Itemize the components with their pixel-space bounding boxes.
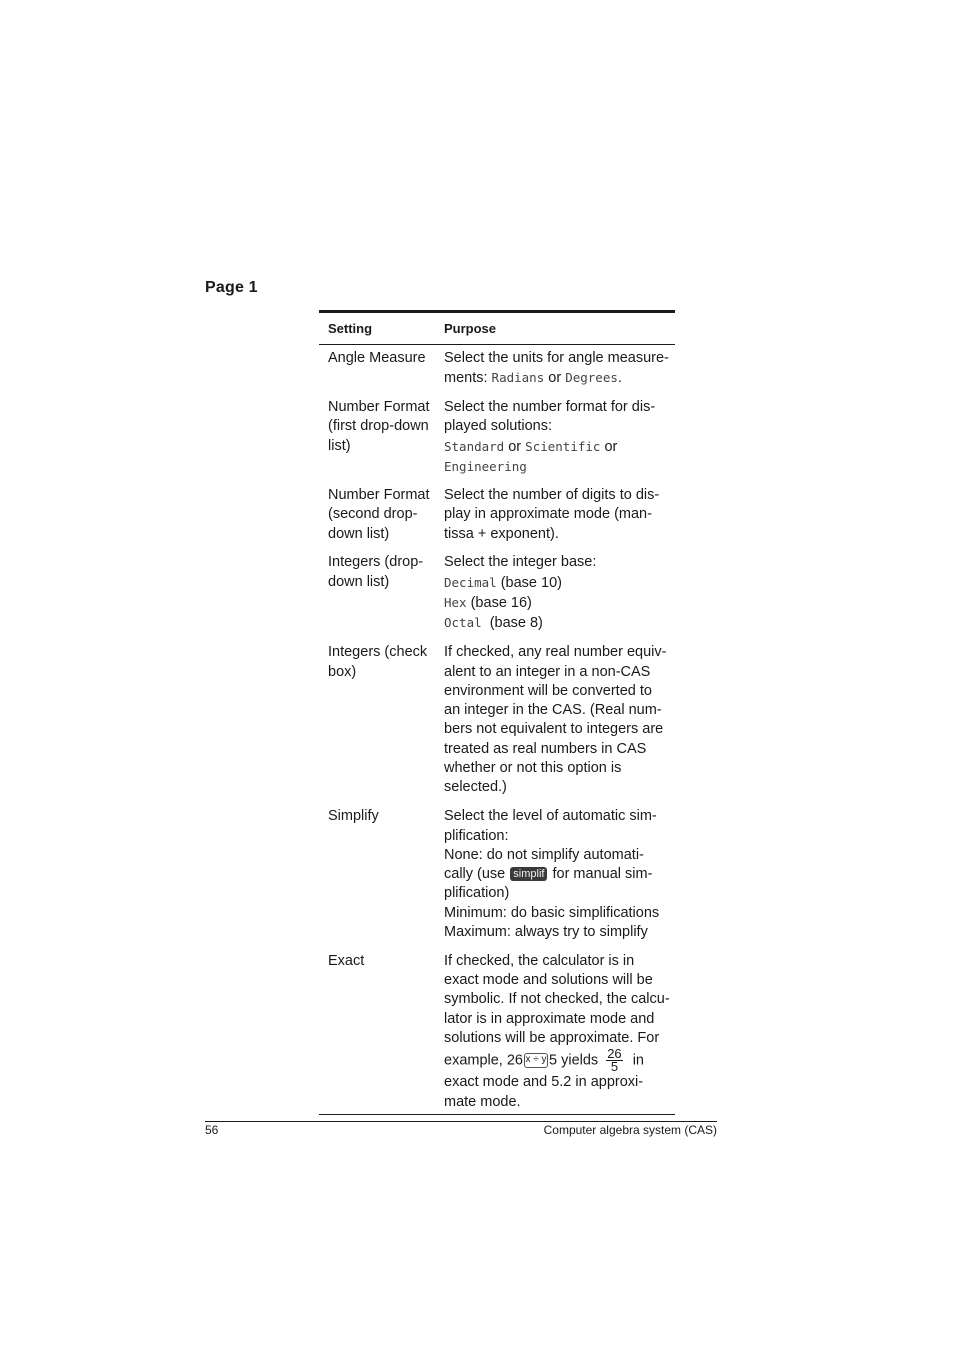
purpose-text: Standard or Scientific or bbox=[444, 438, 618, 455]
purpose-text: environment will be converted to bbox=[444, 682, 652, 699]
purpose-text: Select the level of automatic sim- bbox=[444, 808, 657, 825]
setting-cell bbox=[319, 553, 444, 633]
purpose-text: plification) bbox=[444, 885, 510, 902]
setting-cell bbox=[319, 643, 444, 797]
table-row bbox=[319, 807, 675, 942]
header-purpose: Purpose bbox=[444, 321, 497, 336]
setting-cell bbox=[319, 398, 444, 476]
chapter-title: Computer algebra system (CAS) bbox=[543, 1123, 717, 1137]
purpose-text: mate mode. bbox=[444, 1093, 521, 1110]
purpose-cell bbox=[444, 807, 675, 942]
purpose-cell bbox=[444, 349, 675, 389]
purpose-text: Octal (base 8) bbox=[444, 615, 543, 632]
setting-label: Simplify bbox=[328, 808, 379, 825]
simplif-key-icon: simplif bbox=[510, 867, 547, 881]
table-body bbox=[319, 345, 675, 1114]
purpose-text: Select the number of digits to dis- bbox=[444, 486, 660, 503]
purpose-text: plification: bbox=[444, 827, 509, 844]
purpose-text: If checked, any real number equiv- bbox=[444, 644, 667, 661]
option-scientific: Scientific bbox=[525, 438, 601, 454]
option-degrees: Degrees bbox=[565, 370, 618, 386]
purpose-text: Minimum: do basic simplifications bbox=[444, 904, 660, 921]
setting-label: Angle Measure bbox=[328, 350, 426, 366]
option-radians: Radians bbox=[491, 370, 545, 386]
option-hex: Hex bbox=[444, 595, 467, 611]
purpose-text: If checked, the calculator is in bbox=[444, 952, 635, 969]
purpose-cell bbox=[444, 643, 675, 797]
purpose-text: selected.) bbox=[444, 779, 507, 796]
purpose-text: cally (use simplif for manual sim- bbox=[444, 866, 653, 883]
purpose-text: exact mode and solutions will be bbox=[444, 972, 653, 989]
option-octal: Octal bbox=[444, 615, 482, 631]
table-header-row bbox=[319, 313, 675, 345]
page-number: 56 bbox=[205, 1123, 219, 1137]
setting-label: Exact bbox=[328, 952, 365, 969]
purpose-text: play in approximate mode (man- bbox=[444, 506, 652, 523]
setting-label: list) bbox=[328, 437, 351, 454]
purpose-cell bbox=[444, 553, 675, 633]
purpose-text: symbolic. If not checked, the calcu- bbox=[444, 991, 670, 1008]
purpose-text: exact mode and 5.2 in approxi- bbox=[444, 1074, 644, 1091]
purpose-text: None: do not simplify automati- bbox=[444, 846, 644, 863]
setting-label: (second drop- bbox=[328, 506, 418, 523]
setting-label: Number Format bbox=[328, 486, 430, 503]
setting-label: box) bbox=[328, 663, 357, 680]
setting-cell bbox=[319, 807, 444, 942]
purpose-text: example, 26 x ÷ y 5 yields $\frac{26}{5}$ in bbox=[444, 1046, 644, 1075]
settings-table bbox=[319, 310, 675, 1115]
table-row bbox=[319, 349, 675, 389]
purpose-text: Maximum: always try to simplify bbox=[444, 923, 648, 940]
fraction-numerator: 26 bbox=[607, 1046, 622, 1062]
purpose-cell bbox=[444, 486, 675, 544]
purpose-cell bbox=[444, 398, 675, 476]
header-setting: Setting bbox=[328, 321, 373, 336]
purpose-text: tissa + exponent). bbox=[444, 525, 559, 542]
option-standard: Standard bbox=[444, 438, 505, 454]
setting-label: down list) bbox=[328, 573, 390, 590]
divide-key-icon: x ÷ y bbox=[524, 1053, 548, 1068]
purpose-text: played solutions: bbox=[444, 418, 553, 435]
purpose-text: ments: Radians or Degrees. bbox=[444, 370, 622, 387]
purpose-text: solutions will be approximate. For bbox=[444, 1030, 660, 1047]
setting-label: (first drop-down bbox=[328, 418, 429, 435]
purpose-text: Select the integer base: bbox=[444, 554, 597, 571]
purpose-cell bbox=[444, 952, 675, 1112]
table-row bbox=[319, 553, 675, 633]
table-row bbox=[319, 486, 675, 544]
setting-label: Integers (drop- bbox=[328, 554, 424, 571]
fraction bbox=[606, 1048, 622, 1073]
purpose-text: Decimal (base 10) bbox=[444, 574, 562, 591]
purpose-text: Select the units for angle measure- bbox=[444, 350, 669, 366]
purpose-text: Hex (base 16) bbox=[444, 595, 532, 612]
purpose-text: alent to an integer in a non-CAS bbox=[444, 663, 651, 680]
purpose-text: whether or not this option is bbox=[444, 760, 622, 777]
table-row bbox=[319, 398, 675, 476]
option-decimal: Decimal bbox=[444, 574, 497, 590]
purpose-text: bers not equivalent to integers are bbox=[444, 721, 664, 738]
table-row bbox=[319, 643, 675, 797]
table-row bbox=[319, 952, 675, 1112]
fraction-denominator: 5 bbox=[610, 1059, 619, 1075]
purpose-text: an integer in the CAS. (Real num- bbox=[444, 702, 662, 719]
purpose-text: lator is in approximate mode and bbox=[444, 1010, 655, 1027]
setting-cell bbox=[319, 486, 444, 544]
setting-cell bbox=[319, 952, 444, 1112]
setting-label: Integers (check bbox=[328, 644, 428, 661]
section-title: Page 1 bbox=[205, 279, 258, 296]
purpose-text: treated as real numbers in CAS bbox=[444, 740, 647, 757]
purpose-text: Select the number format for dis- bbox=[444, 399, 656, 416]
setting-label: down list) bbox=[328, 525, 390, 542]
option-engineering: Engineering bbox=[444, 459, 527, 475]
footer-divider bbox=[205, 1121, 717, 1122]
setting-label: Number Format bbox=[328, 399, 430, 416]
setting-cell bbox=[319, 349, 444, 389]
